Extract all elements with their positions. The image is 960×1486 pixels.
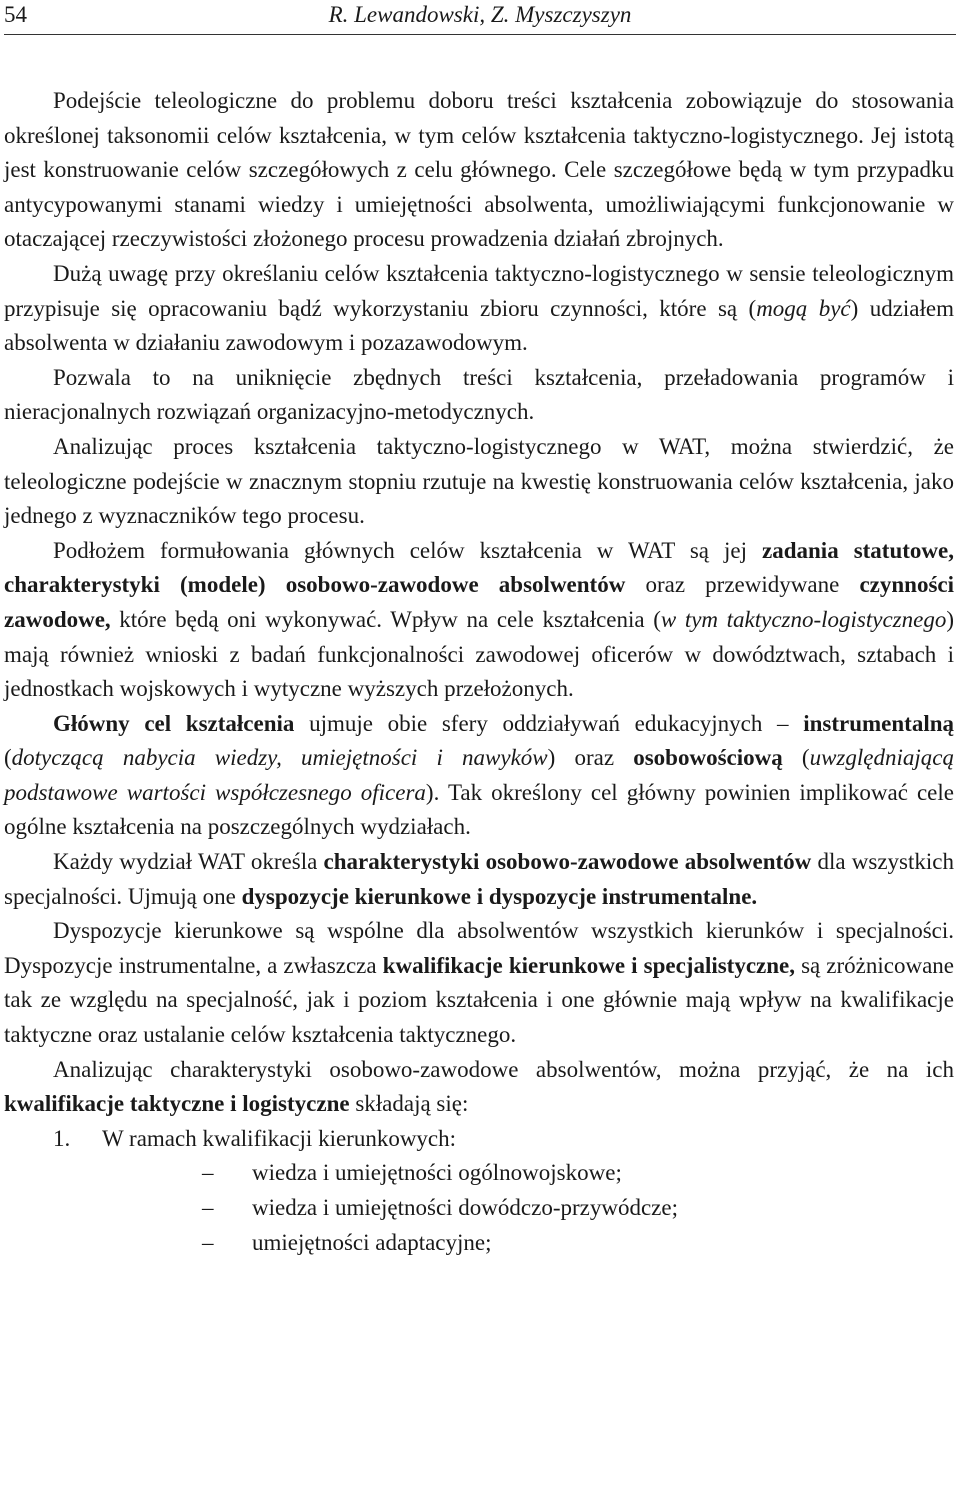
list-item-label: W ramach kwalifikacji kierunkowych:	[102, 1125, 457, 1151]
italic-span: mogą być	[756, 295, 851, 321]
text-span: Dyspozycje kierunkowe są wspólne dla absolwentów wszystkich kierunków i specjalności. Dyspozycje instrumentalne, a zwłaszcza	[4, 918, 954, 978]
dash-sublist	[102, 1156, 954, 1260]
bold-span: kwalifikacje taktyczne i logistyczne	[4, 1091, 350, 1117]
body-text	[4, 84, 954, 1260]
text-span: które będą oni wykonywać. Wpływ na cele kształcenia (	[110, 606, 661, 632]
text-span: ujmuje obie sfery oddziaływań edukacyjnych –	[294, 710, 804, 736]
running-title: R. Lewandowski, Z. Myszczyszyn	[328, 2, 632, 27]
text-span: (	[782, 745, 810, 771]
paragraph-7	[4, 845, 954, 914]
text-span: (	[4, 745, 12, 771]
bold-span: czynności zawodowe,	[4, 572, 954, 632]
text-span: Dużą uwagę przy określaniu celów kształcenia taktyczno-logistycznego w sensie teleologicznym przypisuje się opracowaniu bądź wykorzystaniu zbioru czynności, które są (	[4, 260, 954, 321]
paragraph-4: Analizując proces kształcenia taktyczno-logistycznego w WAT, można stwierdzić, że teleologiczne podejście w znacznym stopniu rzutuje na kwestię konstruowania celów kształcenia, jako jednego z wyznaczników tego procesu.	[4, 433, 954, 529]
text-span: są zróżnicowane tak ze względu na specjalność, jak i poziom kształcenia i one głównie mają wpływ na kwalifikacje taktyczne oraz ustalanie celów kształcenia taktycznego.	[4, 952, 954, 1048]
text-span: oraz przewidywane	[625, 572, 860, 598]
list-number: 1.	[53, 1125, 71, 1151]
sublist-item-text: umiejętności adaptacyjne;	[252, 1229, 492, 1255]
text-span: ). Tak określony cel główny powinien implikować cele ogólne kształcenia na poszczególnych wydziałach.	[4, 779, 954, 840]
text-span: Podłożem formułowania głównych celów kształcenia w WAT są jej	[53, 537, 763, 563]
text-span: ) oraz	[547, 745, 634, 771]
paragraph-8	[4, 914, 954, 1052]
text-span: składają się:	[349, 1091, 469, 1117]
bold-span: instrumentalną	[803, 710, 954, 736]
sublist-item-text: wiedza i umiejętności ogólnowojskowe;	[252, 1160, 622, 1186]
bold-span: kwalifikacje kierunkowe i specjalistyczne,	[382, 952, 796, 978]
dash-marker: –	[202, 1160, 214, 1186]
bold-span: osobowościową	[633, 745, 783, 771]
paragraph-6	[4, 707, 954, 845]
text-span: dla wszystkich specjalności. Ujmują one	[4, 849, 954, 909]
text-span: ) mają również wnioski z badań funkcjonalności zawodowej oficerów w dowództwach, sztabach i jednostkach wojskowych i wytyczne wyższych przełożonych.	[4, 606, 955, 702]
bold-span: dyspozycje kierunkowe i dyspozycje instrumentalne.	[241, 883, 758, 909]
text-span: ) udziałem absolwenta w działaniu zawodowym i pozazawodowym.	[4, 295, 954, 356]
paragraph-5	[4, 534, 954, 707]
sublist-item-text: wiedza i umiejętności dowódczo-przywódcze;	[252, 1195, 678, 1220]
page-header	[4, 0, 956, 35]
bold-span: charakterystyki osobowo-zawodowe absolwentów	[323, 849, 812, 875]
paragraph-3: Pozwala to na uniknięcie zbędnych treści kształcenia, przeładowania programów i nieracjonalnych rozwiązań organizacyjno-metodycznych.	[4, 364, 954, 425]
paragraph-9	[4, 1053, 954, 1122]
page-number: 54	[4, 2, 27, 27]
italic-span: uwzględniającą podstawowe wartości współczesnego oficera	[4, 745, 954, 805]
paragraph-2	[4, 257, 954, 361]
sublist-item	[102, 1156, 954, 1191]
dash-marker: –	[202, 1195, 214, 1220]
italic-span: dotyczącą nabycia wiedzy, umiejętności i nawyków	[11, 745, 548, 771]
sublist-item	[102, 1226, 954, 1261]
list-item	[4, 1122, 954, 1260]
dash-marker: –	[202, 1229, 214, 1255]
text-span: Każdy wydział WAT określa	[53, 849, 324, 875]
paragraph-1: Podejście teleologiczne do problemu doboru treści kształcenia zobowiązuje do stosowania określonej taksonomii celów kształcenia, w tym celów kształcenia taktyczno-logistycznego. Jej istotą jest konstruowanie celów szczegółowych z celu głównego. Cele szczegółowe będą w tym przypadku antycypowanymi stanami wiedzy i umiejętności absolwenta, umożliwiającymi funkcjonowanie w otaczającej rzeczywistości złożonego procesu prowadzenia działań zbrojnych.	[4, 88, 954, 252]
bold-span: Główny cel kształcenia	[53, 710, 295, 736]
qualifications-list	[4, 1122, 954, 1260]
bold-span: zadania statutowe, charakterystyki (modele) osobowo-zawodowe absolwentów	[4, 537, 954, 598]
sublist-item	[102, 1191, 954, 1226]
text-span: Analizując charakterystyki osobowo-zawodowe absolwentów, można przyjąć, że na ich	[53, 1056, 954, 1082]
italic-span: w tym taktyczno-logistycznego	[660, 606, 947, 632]
